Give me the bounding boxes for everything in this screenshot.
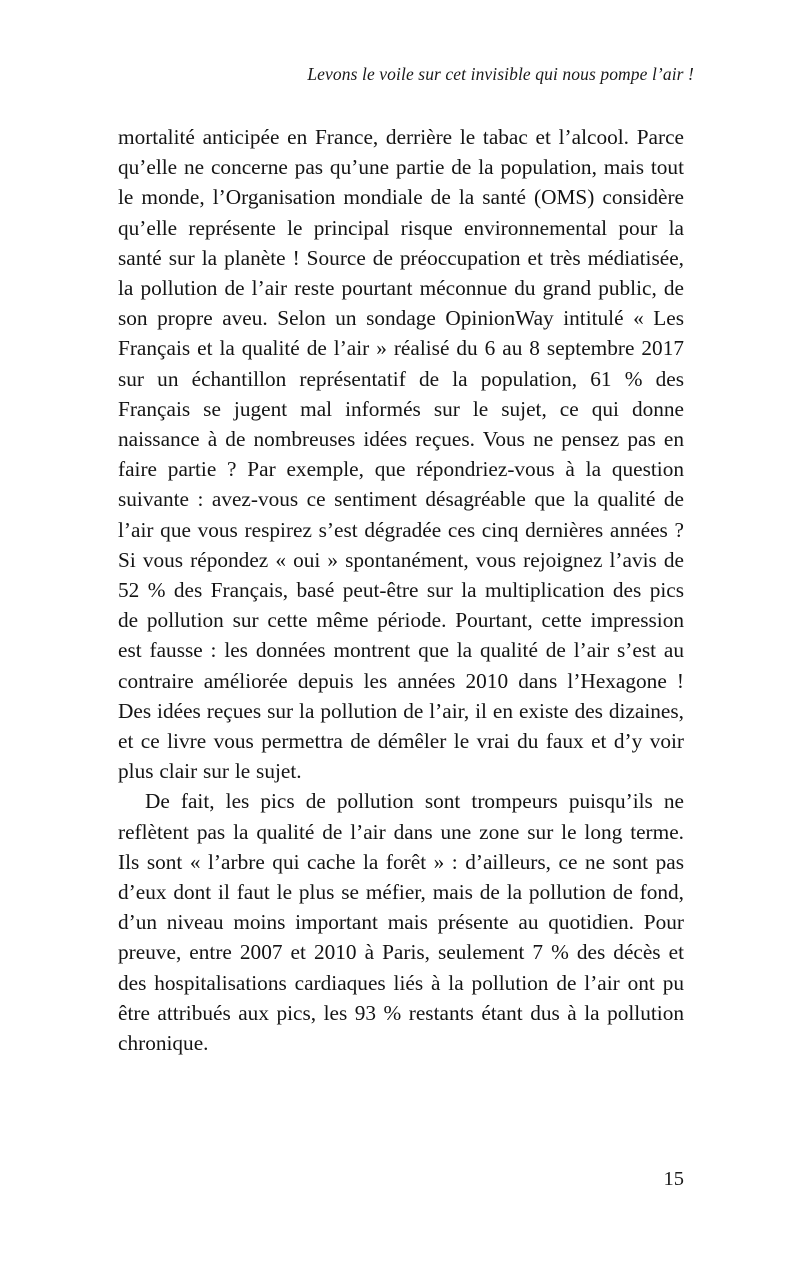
page-body (118, 122, 684, 1058)
running-head: Levons le voile sur cet invisible qui nous pompe l’air ! (307, 64, 694, 84)
page-number: 15 (663, 1168, 684, 1190)
paragraph: De fait, les pics de pollution sont trompeurs puisqu’ils ne reflètent pas la qualité de l’air dans une zone sur le long terme. Ils sont « l’arbre qui cache la forêt » : d’ailleurs, ce ne sont pas d’eux dont il faut le plus se méfier, mais de la pollution de fond, d’un niveau moins important mais présente au quotidien. Pour preuve, entre 2007 et 2010 à Paris, seulement 7 % des décès et des hospitalisations cardiaques liés à la pollution de l’air ont pu être attribués aux pics, les 93 % restants étant dus à la pollution chronique. (118, 789, 684, 1056)
paragraph-continued: mortalité anticipée en France, derrière le tabac et l’alcool. Parce qu’elle ne concerne pas qu’une partie de la population, mais tout le monde, l’Organisation mondiale de la santé (OMS) considère qu’elle représente le principal risque environnemental pour la santé sur la planète ! Source de préoccupation et très médiatisée, la pollution de l’air reste pourtant méconnue du grand public, de son propre aveu. Selon un sondage OpinionWay intitulé « Les Français et la qualité de l’air » réalisé du 6 au 8 septembre 2017 sur un échantillon représentatif de la population, 61 % des Français se jugent mal informés sur le sujet, ce qui donne naissance à de nombreuses idées reçues. Vous ne pensez pas en faire partie ? Par exemple, que répondriez-vous à la question suivante : avez-vous ce sentiment désagréable que la qualité de l’air que vous respirez s’est dégradée ces cinq dernières années ? Si vous répondez « oui » spontanément, vous rejoignez l’avis de 52 % des Français, basé peut-être sur la multiplication des pics de pollution sur cette même période. Pourtant, cette impression est fausse : les données montrent que la qualité de l’air s’est au contraire améliorée depuis les années 2010 dans l’Hexagone ! Des idées reçues sur la pollution de l’air, il en existe des dizaines, et ce livre vous permettra de démêler le vrai du faux et d’y voir plus clair sur le sujet. (118, 125, 684, 784)
